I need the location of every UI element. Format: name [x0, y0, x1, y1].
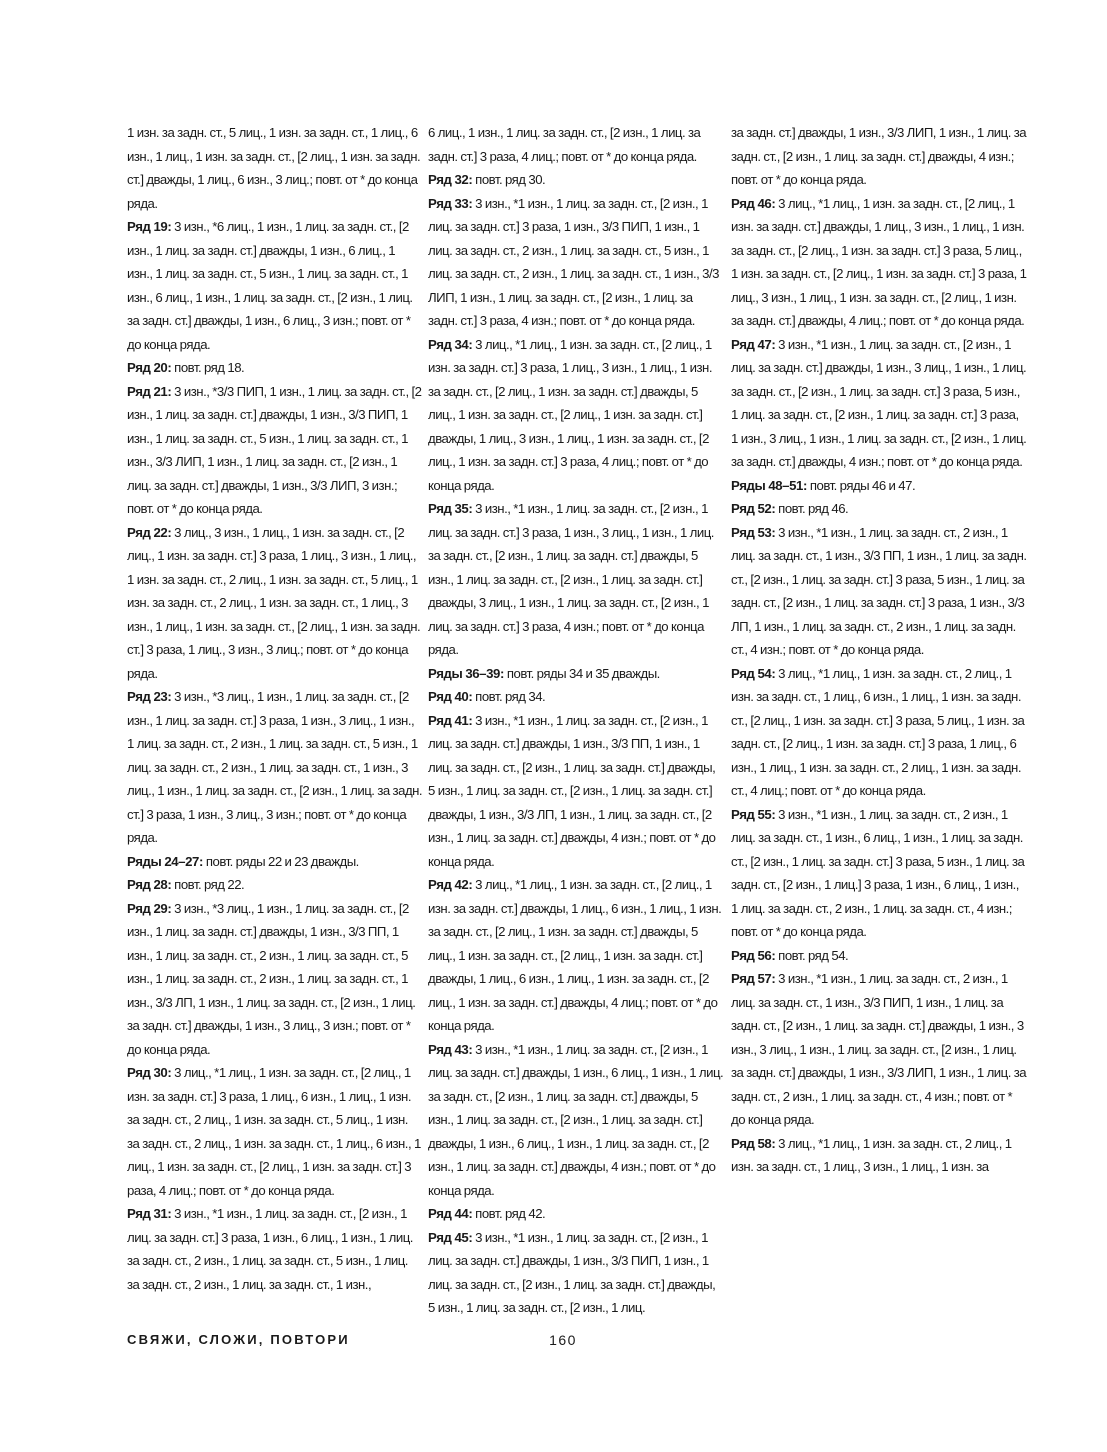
row-instructions: повт. ряды 22 и 23 дважды.	[202, 853, 359, 869]
pattern-row	[428, 709, 724, 874]
row-label: Ряд 41:	[428, 712, 473, 728]
row-label: Ряды 36–39:	[428, 665, 504, 681]
pattern-row	[428, 168, 724, 192]
pattern-row	[428, 1226, 724, 1320]
pattern-row	[731, 967, 1027, 1132]
pattern-row	[731, 521, 1027, 662]
row-label: Ряды 24–27:	[127, 853, 203, 869]
row-instructions: повт. ряд 22.	[171, 877, 245, 892]
row-label: Ряд 32:	[428, 172, 473, 187]
row-instructions: 3 изн., *1 изн., 1 лиц. за задн. ст., [2 изн., 1 лиц. за задн. ст.] дважды, 1 изн., 6 лиц., 1 изн., 1 лиц. за задн. ст., [2 изн., 1 лиц. за задн. ст.] дважды, 5 изн., 1 лиц. за задн. ст., [2 изн., 1 лиц. за задн. ст.] дважды, 1 изн., 6 лиц., 1 изн., 1 лиц. за задн. ст., [2 изн., 1 лиц. за задн. ст.] дважды, 4 изн.; повт. от * до конца ряда.	[428, 1041, 724, 1198]
row-instructions: 3 изн., *1 изн., 1 лиц. за задн. ст., [2 изн., 1 лиц. за задн. ст.] 3 раза, 1 изн., 3/3 ПИП, 1 изн., 1 лиц. за задн. ст., 2 изн., 1 лиц. за задн. ст., 5 изн., 1 лиц. за задн. ст., 2 изн., 1 лиц. за задн. ст., 1 изн., 3/3 ЛИП, 1 изн., 1 лиц. за задн. ст., [2 изн., 1 лиц. за задн. ст.] 3 раза, 4 изн.; повт. от * до конца ряда.	[428, 195, 719, 328]
row-label: Ряды 48–51:	[731, 477, 807, 493]
row-instructions: повт. ряд 54.	[775, 947, 849, 963]
pattern-row	[731, 121, 1027, 192]
pattern-row	[731, 474, 1027, 498]
row-instructions: 3 изн., *6 лиц., 1 изн., 1 лиц. за задн. ст., [2 изн., 1 лиц. за задн. ст.] дважды, 1 изн., 6 лиц., 1 изн., 1 лиц. за задн. ст., 5 изн., 1 лиц. за задн. ст., 1 изн., 6 лиц., 1 изн., 1 лиц. за задн. ст., [2 изн., 1 лиц. за задн. ст.] дважды, 1 изн., 6 лиц., 3 изн.; повт. от * до конца ряда.	[127, 219, 413, 352]
row-label: Ряд 35:	[428, 501, 473, 516]
row-instructions: 3 изн., *1 изн., 1 лиц. за задн. ст., 2 изн., 1 лиц. за задн. ст., 1 изн., 3/3 ПИП, 1 изн., 1 лиц. за задн. ст., [2 изн., 1 лиц. за задн. ст.] дважды, 1 изн., 3 изн., 3 лиц., 1 изн., 1 лиц. за задн. ст., [2 изн., 1 лиц. за задн. ст.] дважды, 1 изн., 3/3 ЛИП, 1 изн., 1 лиц. за задн. ст., 2 изн., 1 лиц. за задн. ст., 4 изн.; повт. от * до конца ряда.	[731, 971, 1027, 1127]
row-instructions: 3 изн., *1 изн., 1 лиц. за задн. ст., [2 изн., 1 лиц. за задн. ст.] 3 раза, 1 изн., 3 лиц., 1 изн., 1 лиц. за задн. ст., [2 изн., 1 лиц. за задн. ст.] дважды, 5 изн., 1 лиц. за задн. ст., [2 изн., 1 лиц. за задн. ст.] дважды, 3 лиц., 1 изн., 1 лиц. за задн. ст., [2 изн., 1 лиц. за задн. ст.] 3 раза, 4 изн.; повт. от * до конца ряда.	[428, 501, 714, 657]
row-instructions: 3 изн., *1 изн., 1 лиц. за задн. ст., 2 изн., 1 лиц. за задн. ст., 1 изн., 3/3 ПП, 1 изн., 1 лиц. за задн. ст., [2 изн., 1 лиц. за задн. ст.] 3 раза, 5 изн., 1 лиц. за задн. ст., [2 изн., 1 лиц. за задн. ст.] 3 раза, 1 изн., 3/3 ЛП, 1 изн., 1 лиц. за задн. ст., 2 изн., 1 лиц. за задн. ст., 4 изн.; повт. от * до конца ряда.	[731, 524, 1027, 657]
row-label: Ряд 47:	[731, 336, 776, 352]
row-instructions: 3 лиц., *1 лиц., 1 изн. за задн. ст., [2 лиц., 1 изн. за задн. ст.] дважды, 1 лиц., 6 изн., 1 лиц., 1 изн. за задн. ст., [2 лиц., 1 изн. за задн. ст.] дважды, 5 лиц., 1 изн. за задн. ст., [2 лиц., 1 изн. за задн. ст.] дважды, 1 лиц., 6 изн., 1 лиц., 1 изн. за задн. ст., [2 лиц., 1 изн. за задн. ст.] дважды, 4 лиц.; повт. от * до конца ряда.	[428, 877, 722, 1033]
row-label: Ряд 45:	[428, 1229, 473, 1245]
pattern-row	[127, 356, 423, 380]
row-instructions: 6 лиц., 1 изн., 1 лиц. за задн. ст., [2 изн., 1 лиц. за задн. ст.] 3 раза, 4 лиц.; повт. от * до конца ряда.	[428, 125, 701, 164]
pattern-row	[428, 1038, 724, 1203]
pattern-row	[127, 685, 423, 850]
row-instructions: 3 лиц., *1 лиц., 1 изн. за задн. ст., [2 лиц., 1 изн. за задн. ст.] дважды, 1 лиц., 3 изн., 1 лиц., 1 изн. за задн. ст., [2 лиц., 1 изн. за задн. ст.] 3 раза, 5 лиц., 1 изн. за задн. ст., [2 лиц., 1 изн. за задн. ст.] 3 раза, 1 лиц., 3 изн., 1 лиц., 1 изн. за задн. ст., [2 лиц., 1 изн. за задн. ст.] дважды, 4 лиц.; повт. от * до конца ряда.	[731, 195, 1027, 328]
row-label: Ряд 33:	[428, 195, 473, 211]
row-instructions: 1 изн. за задн. ст., 5 лиц., 1 изн. за задн. ст., 1 лиц., 6 изн., 1 лиц., 1 изн. за задн. ст., [2 лиц., 1 изн. за задн. ст.] дважды, 1 лиц., 6 изн., 3 лиц.; повт. от * до конца ряда.	[127, 125, 421, 211]
running-footer-book-title: СВЯЖИ, СЛОЖИ, ПОВТОРИ	[127, 1332, 350, 1347]
text-column-2	[428, 121, 724, 1320]
pattern-row	[731, 333, 1027, 474]
row-instructions: за задн. ст.] дважды, 1 изн., 3/3 ЛИП, 1 изн., 1 лиц. за задн. ст., [2 изн., 1 лиц. за задн. ст.] дважды, 4 изн.; повт. от * до конца ряда.	[731, 125, 1027, 187]
row-label: Ряд 19:	[127, 219, 172, 234]
pattern-row	[127, 1061, 423, 1202]
row-label: Ряд 57:	[731, 971, 776, 986]
pattern-row	[731, 662, 1027, 803]
row-label: Ряд 53:	[731, 524, 776, 540]
row-instructions: 3 изн., *1 изн., 1 лиц. за задн. ст., 2 изн., 1 лиц. за задн. ст., 1 изн., 6 лиц., 1 изн., 1 лиц. за задн. ст., [2 изн., 1 лиц. за задн. ст.] 3 раза, 5 изн., 1 лиц. за задн. ст., [2 изн., 1 лиц.] 3 раза, 1 изн., 6 лиц., 1 изн., 1 лиц. за задн. ст., 2 изн., 1 лиц. за задн. ст., 4 изн.; повт. от * до конца ряда.	[731, 806, 1025, 939]
row-label: Ряд 42:	[428, 877, 473, 892]
pattern-row	[127, 380, 423, 521]
row-instructions: повт. ряд 30.	[472, 172, 546, 187]
row-instructions: 3 лиц., *1 лиц., 1 изн. за задн. ст., 2 лиц., 1 изн. за задн. ст., 1 лиц., 3 изн., 1 лиц., 1 изн. за	[731, 1135, 1012, 1174]
row-instructions: 3 изн., *3 лиц., 1 изн., 1 лиц. за задн. ст., [2 изн., 1 лиц. за задн. ст.] 3 раза, 1 изн., 3 лиц., 1 изн., 1 лиц. за задн. ст., 2 изн., 1 лиц. за задн. ст., 5 изн., 1 лиц. за задн. ст., 2 изн., 1 лиц. за задн. ст., 1 изн., 3 лиц., 1 изн., 1 лиц. за задн. ст., [2 изн., 1 лиц. за задн. ст.] 3 раза, 1 изн., 3 лиц., 3 изн.; повт. от * до конца ряда.	[127, 689, 423, 845]
row-label: Ряд 34:	[428, 336, 473, 352]
pattern-row	[428, 662, 724, 686]
row-label: Ряд 30:	[127, 1065, 172, 1080]
row-instructions: 3 лиц., *1 лиц., 1 изн. за задн. ст., [2 лиц., 1 изн. за задн. ст.] 3 раза, 1 лиц., 3 изн., 1 лиц., 1 изн. за задн. ст., [2 лиц., 1 изн. за задн. ст.] дважды, 5 лиц., 1 изн. за задн. ст., [2 лиц., 1 изн. за задн. ст.] дважды, 1 лиц., 3 изн., 1 лиц., 1 изн. за задн. ст., [2 лиц., 1 изн. за задн. ст.] 3 раза, 4 лиц.; повт. от * до конца ряда.	[428, 336, 712, 493]
pattern-row	[731, 1132, 1027, 1179]
row-label: Ряд 29:	[127, 900, 172, 916]
row-instructions: повт. ряды 34 и 35 дважды.	[503, 665, 660, 681]
pattern-row	[127, 121, 423, 215]
row-instructions: 3 изн., *1 изн., 1 лиц. за задн. ст., [2 изн., 1 лиц. за задн. ст.] дважды, 1 изн., 3/3 ПП, 1 изн., 1 лиц. за задн. ст., [2 изн., 1 лиц. за задн. ст.] дважды, 5 изн., 1 лиц. за задн. ст., [2 изн., 1 лиц. за задн. ст.] дважды, 1 изн., 3/3 ЛП, 1 изн., 1 лиц. за задн. ст., [2 изн., 1 лиц. за задн. ст.] дважды, 4 изн.; повт. от * до конца ряда.	[428, 712, 716, 869]
pattern-row	[127, 215, 423, 356]
row-instructions: 3 изн., *1 изн., 1 лиц. за задн. ст., [2 изн., 1 лиц. за задн. ст.] дважды, 1 изн., 3/3 ПИП, 1 изн., 1 лиц. за задн. ст., [2 изн., 1 лиц. за задн. ст.] дважды, 5 изн., 1 лиц. за задн. ст., [2 изн., 1 лиц.	[428, 1229, 716, 1315]
row-label: Ряд 43:	[428, 1041, 473, 1057]
text-column-1	[127, 121, 423, 1296]
pattern-row	[428, 685, 724, 709]
pattern-row	[428, 121, 724, 168]
row-instructions: 3 изн., *1 изн., 1 лиц. за задн. ст., [2 изн., 1 лиц. за задн. ст.] дважды, 1 изн., 3 лиц., 1 изн., 1 лиц. за задн. ст., [2 изн., 1 лиц. за задн. ст.] 3 раза, 5 изн., 1 лиц. за задн. ст., [2 изн., 1 лиц. за задн. ст.] 3 раза, 1 изн., 3 лиц., 1 изн., 1 лиц. за задн. ст., [2 изн., 1 лиц. за задн. ст.] дважды, 4 изн.; повт. от * до конца ряда.	[731, 336, 1027, 469]
pattern-row	[428, 1202, 724, 1226]
row-instructions: повт. ряд 34.	[472, 689, 546, 704]
row-instructions: повт. ряды 46 и 47.	[806, 477, 916, 493]
pattern-row	[127, 850, 423, 874]
row-label: Ряд 20:	[127, 360, 172, 375]
pattern-row	[731, 192, 1027, 333]
row-instructions: повт. ряд 42.	[472, 1206, 546, 1221]
pattern-row	[731, 497, 1027, 521]
row-instructions: повт. ряд 18.	[171, 360, 245, 375]
pattern-row	[127, 1202, 423, 1296]
row-instructions: 3 лиц., *1 лиц., 1 изн. за задн. ст., 2 лиц., 1 изн. за задн. ст., 1 лиц., 6 изн., 1 лиц., 1 изн. за задн. ст., [2 лиц., 1 изн. за задн. ст.] 3 раза, 5 лиц., 1 изн. за задн. ст., [2 лиц., 1 изн. за задн. ст.] 3 раза, 1 лиц., 6 изн., 1 лиц., 1 изн. за задн. ст., 2 лиц., 1 изн. за задн. ст., 4 лиц.; повт. от * до конца ряда.	[731, 665, 1025, 798]
row-instructions: 3 лиц., *1 лиц., 1 изн. за задн. ст., [2 лиц., 1 изн. за задн. ст.] 3 раза, 1 лиц., 6 изн., 1 лиц., 1 изн. за задн. ст., 2 лиц., 1 изн. за задн. ст., 5 лиц., 1 изн. за задн. ст., 2 лиц., 1 изн. за задн. ст., 1 лиц., 6 изн., 1 лиц., 1 изн. за задн. ст., [2 лиц., 1 изн. за задн. ст.] 3 раза, 4 лиц.; повт. от * до конца ряда.	[127, 1065, 421, 1198]
row-label: Ряд 40:	[428, 689, 473, 704]
row-instructions: 3 изн., *1 изн., 1 лиц. за задн. ст., [2 изн., 1 лиц. за задн. ст.] 3 раза, 1 изн., 6 лиц., 1 изн., 1 лиц. за задн. ст., 2 изн., 1 лиц. за задн. ст., 5 изн., 1 лиц. за задн. ст., 2 изн., 1 лиц. за задн. ст., 1 изн.,	[127, 1206, 413, 1292]
pattern-row	[731, 944, 1027, 968]
row-label: Ряд 55:	[731, 806, 776, 822]
text-column-3	[731, 121, 1027, 1179]
row-label: Ряд 22:	[127, 524, 172, 540]
row-label: Ряд 52:	[731, 501, 776, 516]
row-label: Ряд 54:	[731, 665, 776, 681]
row-label: Ряд 58:	[731, 1135, 776, 1151]
row-label: Ряд 46:	[731, 195, 776, 211]
pattern-row	[428, 497, 724, 662]
pattern-row	[428, 192, 724, 333]
pattern-row	[127, 897, 423, 1062]
row-label: Ряд 31:	[127, 1206, 172, 1221]
row-instructions: 3 изн., *3 лиц., 1 изн., 1 лиц. за задн. ст., [2 изн., 1 лиц. за задн. ст.] дважды, 1 изн., 3/3 ПП, 1 изн., 1 лиц. за задн. ст., 2 изн., 1 лиц. за задн. ст., 5 изн., 1 лиц. за задн. ст., 2 изн., 1 лиц. за задн. ст., 1 изн., 3/3 ЛП, 1 изн., 1 лиц. за задн. ст., [2 изн., 1 лиц. за задн. ст.] дважды, 1 изн., 3 лиц., 3 изн.; повт. от * до конца ряда.	[127, 900, 416, 1057]
pattern-row	[127, 521, 423, 686]
row-label: Ряд 28:	[127, 877, 172, 892]
row-label: Ряд 56:	[731, 947, 776, 963]
pattern-row	[127, 873, 423, 897]
pattern-row	[428, 873, 724, 1038]
page-number: 160	[549, 1332, 577, 1348]
pattern-row	[428, 333, 724, 498]
row-label: Ряд 23:	[127, 689, 172, 704]
row-instructions: 3 изн., *3/3 ПИП, 1 изн., 1 лиц. за задн. ст., [2 изн., 1 лиц. за задн. ст.] дважды, 1 изн., 3/3 ПИП, 1 изн., 1 лиц. за задн. ст., 5 изн., 1 лиц. за задн. ст., 1 изн., 3/3 ЛИП, 1 изн., 1 лиц. за задн. ст., [2 изн., 1 лиц. за задн. ст.] дважды, 1 изн., 3/3 ЛИП, 3 изн.; повт. от * до конца ряда.	[127, 383, 422, 516]
row-label: Ряд 44:	[428, 1206, 473, 1221]
pattern-row	[731, 803, 1027, 944]
row-instructions: 3 лиц., 3 изн., 1 лиц., 1 изн. за задн. ст., [2 лиц., 1 изн. за задн. ст.] 3 раза, 1 лиц., 3 изн., 1 лиц., 1 изн. за задн. ст., 2 лиц., 1 изн. за задн. ст., 5 лиц., 1 изн. за задн. ст., 2 лиц., 1 изн. за задн. ст., 1 лиц., 3 изн., 1 лиц., 1 изн. за задн. ст., [2 лиц., 1 изн. за задн. ст.] 3 раза, 1 лиц., 3 изн., 3 лиц.; повт. от * до конца ряда.	[127, 524, 421, 681]
row-label: Ряд 21:	[127, 383, 172, 399]
row-instructions: повт. ряд 46.	[775, 501, 849, 516]
